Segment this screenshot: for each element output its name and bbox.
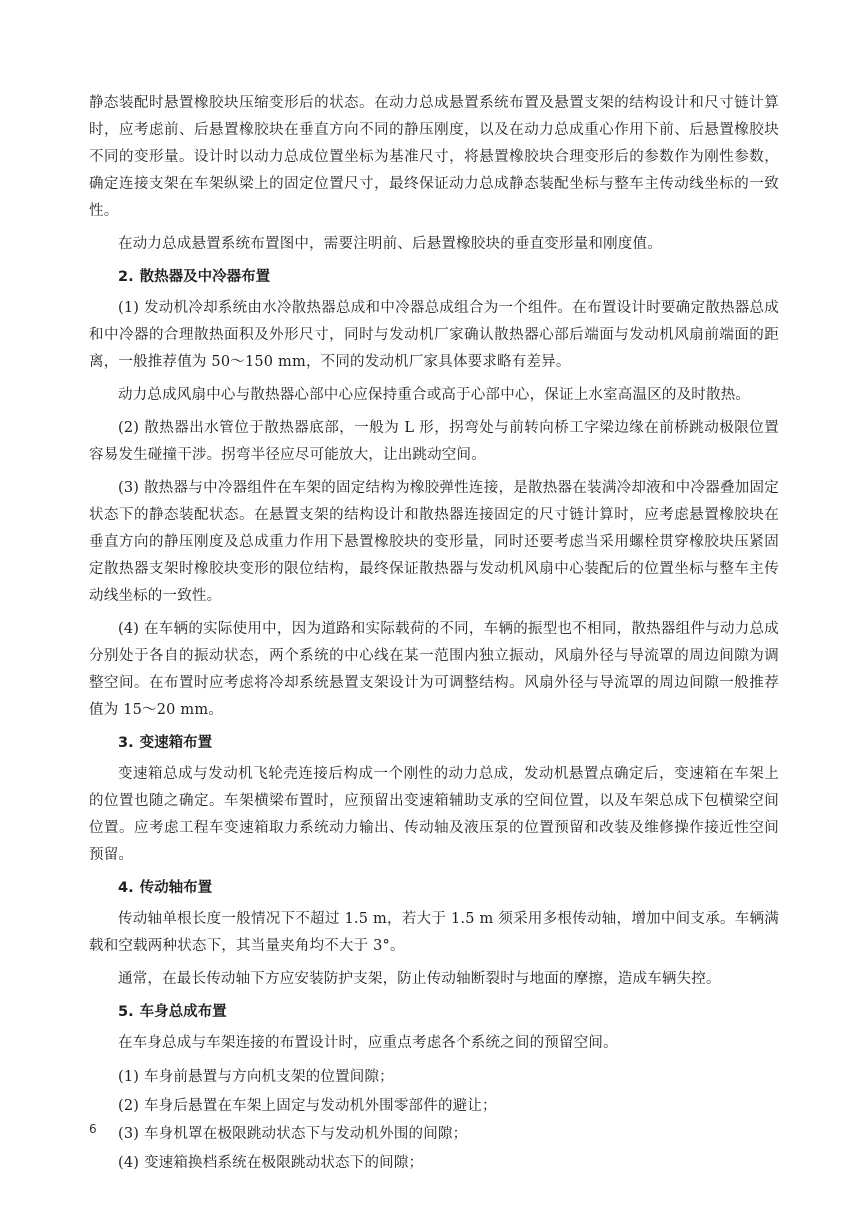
list-item: (3) 车身机罩在极限跳动状态下与发动机外围的间隙；: [118, 1126, 468, 1142]
page-content: [89, 90, 779, 1177]
paragraph: 变速箱总成与发动机飞轮壳连接后构成一个刚性的动力总成，发动机悬置点确定后，变速箱在车架上的位置也随之确定。车架横梁布置时，应预留出变速箱辅助支承的空间位置，以及车架总成下包横梁空间位置。应考虑工程车变速箱取力系统动力输出、传动轴及液压泵的位置预留和改装及维修操作接近性空间预留。: [89, 766, 779, 863]
list-item: (1) 车身前悬置与方向机支架的位置间隙；: [118, 1069, 394, 1085]
section-heading-4: [89, 875, 779, 902]
section-title: 车身总成布置: [139, 1004, 227, 1020]
paragraph: 通常，在最长传动轴下方应安装防护支架，防止传动轴断裂时与地面的摩擦，造成车辆失控。: [118, 971, 721, 987]
paragraph: (4) 在车辆的实际使用中，因为道路和实际载荷的不同，车辆的振型也不相同，散热器组件与动力总成分别处于各自的振动状态，两个系统的中心线在某一范围内独立振动，风扇外径与导流罩的周边间隙为调整空间。在布置时应考虑将冷却系统悬置支架设计为可调整结构。风扇外径与导流罩的周边间隙一般推荐值为 15～20 mm。: [89, 621, 779, 718]
page-number: 6: [89, 1122, 97, 1136]
list-item: (4) 变速箱换档系统在极限跳动状态下的间隙；: [118, 1154, 424, 1171]
section-title: 散热器及中冷器布置: [139, 269, 271, 285]
section-title: 变速箱布置: [139, 735, 213, 751]
section-number: 5.: [118, 1004, 134, 1020]
paragraph: 传动轴单根长度一般情况下不超过 1.5 m，若大于 1.5 m 须采用多根传动轴，增加中间支承。车辆满载和空载两种状态下，其当量夹角均不大于 3°。: [89, 911, 779, 954]
paragraph: 静态装配时悬置橡胶块压缩变形后的状态。在动力总成悬置系统布置及悬置支架的结构设计和尺寸链计算时，应考虑前、后悬置橡胶块在垂直方向不同的静压刚度，以及在动力总成重心作用下前、后悬置橡胶块不同的变形量。设计时以动力总成位置坐标为基准尺寸，将悬置橡胶块合理变形后的参数作为刚性参数，确定连接支架在车架纵梁上的固定位置尺寸，最终保证动力总成静态装配坐标与整车主传动线坐标的一致性。: [89, 95, 779, 219]
list-item: (2) 车身后悬置在车架上固定与发动机外围零部件的避让；: [118, 1097, 497, 1114]
section-title: 传动轴布置: [139, 880, 213, 896]
section-number: 4.: [118, 880, 134, 896]
paragraph: 在车身总成与车架连接的布置设计时，应重点考虑各个系统之间的预留空间。: [118, 1035, 618, 1051]
section-number: 2.: [118, 269, 134, 285]
section-number: 3.: [118, 735, 134, 751]
paragraph: (1) 发动机冷却系统由水冷散热器总成和中冷器总成组合为一个组件。在布置设计时要确定散热器总成和中冷器的合理散热面积及外形尺寸，同时与发动机厂家确认散热器心部后端面与发动机风扇前端面的距离，一般推荐值为 50～150 mm，不同的发动机厂家具体要求略有差异。: [89, 300, 779, 370]
section-heading-5: [89, 999, 779, 1026]
paragraph: 在动力总成悬置系统布置图中，需要注明前、后悬置橡胶块的垂直变形量和刚度值。: [118, 236, 662, 252]
section-heading-3: [89, 730, 779, 757]
section-heading-2: [89, 264, 779, 291]
paragraph: 动力总成风扇中心与散热器心部中心应保持重合或高于心部中心，保证上水室高温区的及时散热。: [118, 387, 751, 403]
paragraph: (3) 散热器与中冷器组件在车架的固定结构为橡胶弹性连接，是散热器在装满冷却液和中冷器叠加固定状态下的静态装配状态。在悬置支架的结构设计和散热器连接固定的尺寸链计算时，应考虑悬置橡胶块在垂直方向的静压刚度及总成重力作用下悬置橡胶块的变形量，同时还要考虑当采用螺栓贯穿橡胶块压紧固定散热器支架时橡胶块变形的限位结构，最终保证散热器与发动机风扇中心装配后的位置坐标与整车主传动线坐标的一致性。: [89, 480, 779, 604]
paragraph: (2) 散热器出水管位于散热器底部，一般为 L 形，拐弯处与前转向桥工字梁边缘在前桥跳动极限位置容易发生碰撞干涉。拐弯半径应尽可能放大，让出跳动空间。: [89, 420, 779, 463]
